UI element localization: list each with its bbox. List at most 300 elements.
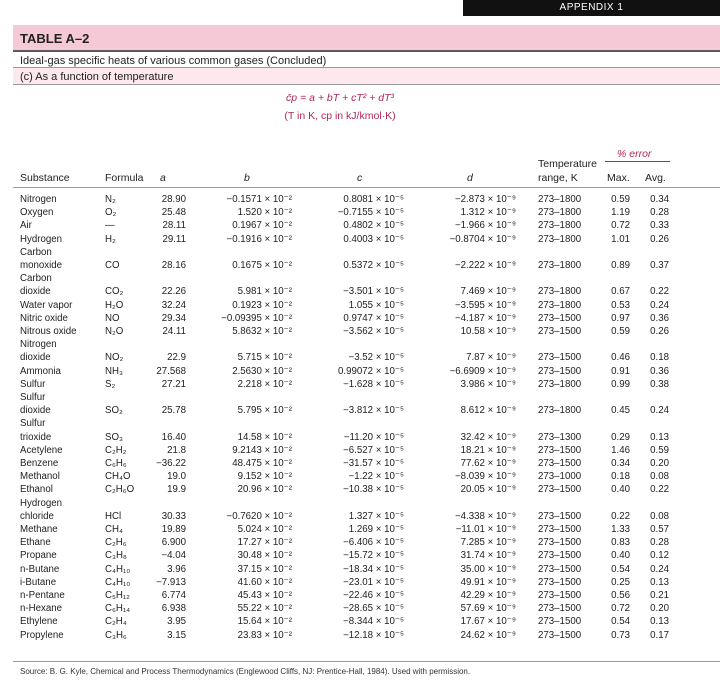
cell-a: 28.16 [161, 260, 186, 271]
table-row [0, 220, 720, 232]
cell-substance: Methanol [20, 471, 60, 483]
cell-max: 0.91 [611, 365, 630, 377]
cell-formula: N₂ [105, 194, 116, 205]
cell-avg: 0.24 [650, 299, 669, 311]
cell-c: −11.20 × 10⁻⁵ [343, 431, 404, 443]
cell-d: 7.285 × 10⁻⁹ [460, 537, 516, 549]
cell-range: 273–1500 [538, 352, 582, 364]
cell-c: −3.812 × 10⁻⁵ [343, 405, 404, 417]
cell-substance: Propylene [20, 629, 64, 641]
cell-max: 0.97 [611, 312, 630, 324]
cell-range: 273–1800 [538, 220, 582, 232]
cell-avg: 0.22 [650, 484, 669, 496]
cell-c: −8.344 × 10⁻⁵ [343, 616, 404, 628]
cell-d: 1.312 × 10⁻⁹ [460, 207, 516, 219]
cell-a: 3.15 [167, 629, 186, 641]
cell-b: −0.7620 × 10⁻² [226, 510, 292, 522]
cell-max: 0.54 [611, 563, 630, 575]
cell-max: 0.53 [611, 299, 630, 311]
cell-substance: dioxide [20, 405, 51, 417]
cell-c: 0.8081 × 10⁻⁵ [343, 194, 404, 205]
table-row [0, 260, 720, 272]
table-row [0, 577, 720, 589]
table-row [0, 326, 720, 338]
cell-formula: CO [105, 260, 120, 271]
section-label: (c) As a function of temperature [20, 71, 174, 83]
cell-avg: 0.21 [650, 590, 669, 601]
cell-max: 1.46 [611, 444, 630, 456]
cell-substance: Hydrogen [20, 233, 63, 245]
cell-b: 30.48 × 10⁻² [237, 550, 292, 562]
cell-b: 23.83 × 10⁻² [237, 629, 292, 641]
cell-range: 273–1800 [538, 299, 582, 311]
table-row [0, 379, 720, 391]
cell-range: 273–1500 [538, 550, 582, 562]
cell-c: −15.72 × 10⁻⁵ [343, 550, 404, 562]
cell-max: 0.89 [611, 260, 630, 271]
cell-substance: dioxide [20, 286, 51, 298]
cell-max: 0.73 [611, 629, 630, 641]
appendix-label: APPENDIX 1 [463, 0, 720, 16]
cell-range: 273–1800 [538, 233, 582, 245]
cell-max: 0.59 [611, 194, 630, 205]
cell-a: 19.0 [167, 471, 186, 483]
cell-max: 0.18 [611, 471, 630, 483]
table-row [0, 234, 720, 246]
cell-max: 0.22 [611, 510, 630, 522]
table-row [0, 273, 720, 285]
cell-formula: — [105, 220, 115, 232]
error-header-rule [605, 161, 670, 162]
cell-b: 5.024 × 10⁻² [237, 524, 292, 535]
cell-d: −11.01 × 10⁻⁹ [455, 524, 516, 535]
table-row [0, 418, 720, 430]
cell-range: 273–1500 [538, 312, 582, 324]
cell-d: −2.222 × 10⁻⁹ [455, 260, 516, 271]
cell-d: −4.338 × 10⁻⁹ [455, 510, 516, 522]
cell-formula: C₂H₄ [105, 616, 127, 628]
cell-max: 0.99 [611, 378, 630, 390]
table-label: TABLE A–2 [20, 31, 90, 46]
cell-max: 0.72 [611, 220, 630, 232]
table-row [0, 590, 720, 602]
cell-formula: C₂H₆ [105, 537, 127, 549]
cell-a: 21.8 [167, 444, 186, 456]
cell-c: −31.57 × 10⁻⁵ [343, 458, 404, 469]
cell-a: 22.26 [161, 286, 186, 298]
table-row [0, 537, 720, 549]
cell-b: 48.475 × 10⁻² [232, 458, 292, 469]
cell-b: 9.2143 × 10⁻² [232, 444, 292, 456]
cell-max: 1.33 [611, 524, 630, 535]
cell-substance: Nitric oxide [20, 312, 68, 324]
cell-c: −23.01 × 10⁻⁵ [343, 576, 404, 588]
c-header: c [357, 172, 363, 184]
cell-a: 27.568 [156, 365, 186, 377]
cell-formula: H₂O [105, 299, 124, 311]
cell-formula: O₂ [105, 207, 117, 219]
cell-range: 273–1800 [538, 194, 582, 205]
cell-max: 1.01 [611, 233, 630, 245]
table-row [0, 445, 720, 457]
cell-b: −0.1916 × 10⁻² [226, 233, 292, 245]
divider [13, 84, 720, 85]
cell-max: 0.25 [611, 576, 630, 588]
cell-substance: Nitrogen [20, 339, 57, 351]
cell-avg: 0.17 [650, 629, 669, 641]
table-row [0, 603, 720, 615]
cell-range: 273–1300 [538, 431, 582, 443]
cell-avg: 0.36 [650, 365, 669, 377]
cell-avg: 0.20 [650, 458, 669, 469]
cell-c: −6.527 × 10⁻⁵ [343, 444, 404, 456]
cell-substance: Sulfur [20, 378, 46, 390]
source-note: Source: B. G. Kyle, Chemical and Process Thermodynamics (Englewood Cliffs, NJ: Prentice-Hall, 1984). Used with permission. [20, 667, 471, 676]
error-header: % error [617, 148, 652, 160]
cell-formula: SO₃ [105, 431, 123, 443]
cell-d: 77.62 × 10⁻⁹ [460, 458, 516, 469]
range-header: range, K [538, 172, 578, 184]
cell-range: 273–1000 [538, 471, 582, 483]
table-subtitle: Ideal-gas specific heats of various common gases (Concluded) [20, 55, 327, 67]
cell-range: 273–1800 [538, 378, 582, 390]
cell-max: 0.34 [611, 458, 630, 469]
cell-avg: 0.13 [650, 616, 669, 628]
cell-formula: H₂ [105, 233, 116, 245]
max-header: Max. [607, 172, 630, 184]
cell-avg: 0.36 [650, 312, 669, 324]
cell-d: 31.74 × 10⁻⁹ [460, 550, 516, 562]
cell-b: −0.09395 × 10⁻² [221, 312, 292, 324]
cell-formula: N₂O [105, 326, 124, 337]
cell-b: 1.520 × 10⁻² [237, 207, 292, 219]
cell-d: 7.87 × 10⁻⁹ [466, 352, 516, 364]
cell-range: 273–1500 [538, 326, 582, 337]
cell-formula: C₃H₆ [105, 629, 127, 641]
cell-d: −8.039 × 10⁻⁹ [455, 471, 516, 483]
cell-c: −6.406 × 10⁻⁵ [343, 537, 404, 549]
cell-a: 29.34 [161, 312, 186, 324]
cell-range: 273–1500 [538, 563, 582, 575]
table-row [0, 458, 720, 470]
cell-c: 0.99072 × 10⁻⁵ [338, 365, 404, 377]
cell-range: 273–1500 [538, 590, 582, 601]
cell-a: 6.900 [161, 537, 186, 549]
divider [13, 661, 720, 662]
cell-avg: 0.22 [650, 286, 669, 298]
cell-d: 49.91 × 10⁻⁹ [460, 576, 516, 588]
substance-header: Substance [20, 172, 70, 184]
cell-c: −22.46 × 10⁻⁵ [343, 590, 404, 601]
cell-b: 5.715 × 10⁻² [237, 352, 292, 364]
cell-substance: Propane [20, 550, 57, 562]
cell-substance: i-Butane [20, 576, 57, 588]
cell-substance: dioxide [20, 352, 51, 364]
cell-avg: 0.24 [650, 563, 669, 575]
cell-b: −0.1571 × 10⁻² [226, 194, 292, 205]
cell-c: −1.628 × 10⁻⁵ [343, 378, 404, 390]
cell-a: 27.21 [161, 378, 186, 390]
table-title-band [13, 25, 720, 52]
cell-avg: 0.28 [650, 537, 669, 549]
cell-formula: C₄H₁₀ [105, 576, 131, 588]
cell-b: 20.96 × 10⁻² [237, 484, 292, 496]
cell-a: 28.90 [161, 194, 186, 205]
cell-b: 15.64 × 10⁻² [237, 616, 292, 628]
cell-avg: 0.13 [650, 576, 669, 588]
cell-a: 6.774 [161, 590, 186, 601]
table-row [0, 313, 720, 325]
cell-formula: CH₄ [105, 524, 123, 535]
cell-max: 0.83 [611, 537, 630, 549]
cell-formula: C₄H₁₀ [105, 563, 131, 575]
table-row [0, 339, 720, 351]
cell-substance: n-Butane [20, 563, 60, 575]
cell-b: 2.218 × 10⁻² [237, 378, 292, 390]
cell-range: 273–1500 [538, 510, 582, 522]
table-row [0, 247, 720, 259]
table-row [0, 498, 720, 510]
cell-substance: Carbon [20, 273, 52, 285]
cell-avg: 0.57 [650, 524, 669, 535]
cell-substance: Water vapor [20, 299, 73, 311]
cell-c: −0.7155 × 10⁻⁵ [337, 207, 404, 219]
cell-d: −1.966 × 10⁻⁹ [455, 220, 516, 232]
cell-substance: Nitrogen [20, 194, 57, 205]
cell-avg: 0.59 [650, 444, 669, 456]
cell-avg: 0.12 [650, 550, 669, 562]
cell-max: 0.46 [611, 352, 630, 364]
cell-substance: Oxygen [20, 207, 54, 219]
cell-formula: HCl [105, 510, 122, 522]
cell-a: 24.11 [162, 326, 186, 337]
cell-substance: Ethane [20, 537, 51, 549]
cell-substance: Air [20, 220, 32, 232]
cell-range: 273–1500 [538, 629, 582, 641]
cell-b: 14.58 × 10⁻² [237, 431, 292, 443]
cell-avg: 0.33 [650, 220, 669, 232]
table-row [0, 630, 720, 642]
a-header: a [160, 172, 166, 184]
avg-header: Avg. [645, 172, 666, 184]
cell-avg: 0.38 [650, 378, 669, 390]
equation-units: (T in K, cp in kJ/kmol·K) [284, 110, 396, 122]
cell-b: 41.60 × 10⁻² [237, 576, 292, 588]
cell-a: 30.33 [161, 510, 186, 522]
cell-formula: C₂H₆O [105, 484, 135, 496]
cell-c: 1.055 × 10⁻⁵ [348, 299, 404, 311]
cell-max: 0.40 [611, 550, 630, 562]
cell-range: 273–1500 [538, 458, 582, 469]
cell-max: 0.29 [611, 431, 630, 443]
table-row [0, 405, 720, 417]
cell-range: 273–1800 [538, 260, 582, 271]
cell-substance: Ethylene [20, 616, 58, 628]
cell-a: 3.95 [167, 616, 186, 628]
cell-substance: Sulfur [20, 418, 46, 430]
cell-avg: 0.08 [650, 510, 669, 522]
cell-b: 0.1923 × 10⁻² [232, 299, 292, 311]
cell-d: −3.595 × 10⁻⁹ [455, 299, 516, 311]
cell-d: 57.69 × 10⁻⁹ [460, 603, 516, 615]
cell-d: −2.873 × 10⁻⁹ [455, 194, 516, 205]
cell-formula: SO₂ [105, 405, 123, 417]
cell-d: 3.986 × 10⁻⁹ [460, 378, 516, 390]
table-row [0, 352, 720, 364]
cell-substance: Sulfur [20, 392, 46, 403]
cell-avg: 0.18 [650, 352, 669, 364]
table-row [0, 564, 720, 576]
table-row [0, 300, 720, 312]
table-row [0, 471, 720, 483]
cell-formula: C₂H₂ [105, 444, 127, 456]
cell-c: 0.5372 × 10⁻⁵ [343, 260, 404, 271]
cell-max: 0.45 [611, 405, 630, 417]
cell-avg: 0.28 [650, 207, 669, 219]
cell-avg: 0.26 [650, 326, 669, 337]
cell-b: 17.27 × 10⁻² [237, 537, 292, 549]
cell-formula: NH₃ [105, 365, 123, 377]
cell-c: −3.562 × 10⁻⁵ [343, 326, 404, 337]
cell-a: 25.78 [161, 405, 186, 417]
cell-substance: Acetylene [20, 444, 63, 456]
cell-b: 2.5630 × 10⁻² [232, 365, 292, 377]
formula-header: Formula [105, 172, 144, 184]
cell-b: 5.795 × 10⁻² [237, 405, 292, 417]
cell-d: −0.8704 × 10⁻⁹ [449, 233, 516, 245]
cell-a: 32.24 [161, 299, 186, 311]
cell-avg: 0.24 [650, 405, 669, 417]
equation-block [260, 92, 420, 122]
cell-b: 0.1675 × 10⁻² [232, 260, 292, 271]
cell-avg: 0.13 [650, 431, 669, 443]
cell-max: 0.67 [611, 286, 630, 298]
cell-d: 18.21 × 10⁻⁹ [460, 444, 516, 456]
cell-a: 19.9 [167, 484, 186, 496]
cell-b: 9.152 × 10⁻² [237, 471, 292, 483]
cell-substance: Nitrous oxide [20, 326, 77, 337]
cell-range: 273–1500 [538, 616, 582, 628]
cell-b: 5.8632 × 10⁻² [232, 326, 292, 337]
table-row [0, 366, 720, 378]
cell-c: 0.4802 × 10⁻⁵ [343, 220, 404, 232]
cell-a: −7.913 [156, 576, 186, 588]
cell-substance: monoxide [20, 260, 63, 271]
cell-range: 273–1500 [538, 603, 582, 615]
cell-max: 0.54 [611, 616, 630, 628]
cell-d: 10.58 × 10⁻⁹ [460, 326, 516, 337]
cell-c: −28.65 × 10⁻⁵ [343, 603, 404, 615]
cell-max: 0.56 [611, 590, 630, 601]
cell-d: −6.6909 × 10⁻⁹ [449, 365, 516, 377]
cell-range: 273–1800 [538, 286, 582, 298]
equation: c̄p = a + bT + cT² + dT³ [286, 92, 394, 104]
cell-a: −4.04 [161, 550, 186, 562]
cell-b: 37.15 × 10⁻² [237, 563, 292, 575]
temperature-header: Temperature [538, 158, 597, 170]
cell-range: 273–1500 [538, 524, 582, 535]
cell-d: 24.62 × 10⁻⁹ [460, 629, 516, 641]
table-row [0, 550, 720, 562]
cell-range: 273–1500 [538, 484, 582, 496]
cell-b: 5.981 × 10⁻² [237, 286, 292, 298]
cell-substance: Methane [20, 524, 58, 535]
table-row [0, 194, 720, 206]
d-header: d [467, 172, 473, 184]
cell-c: −12.18 × 10⁻⁵ [343, 629, 404, 641]
cell-max: 0.40 [611, 484, 630, 496]
cell-max: 1.19 [611, 207, 630, 219]
cell-a: 22.9 [167, 352, 186, 364]
cell-avg: 0.20 [650, 603, 669, 615]
table-row [0, 524, 720, 536]
cell-formula: C₃H₈ [105, 550, 127, 562]
cell-a: 6.938 [161, 603, 186, 615]
cell-range: 273–1500 [538, 365, 582, 377]
cell-formula: C₅H₁₂ [105, 590, 130, 601]
cell-avg: 0.37 [650, 260, 669, 271]
table-row [0, 484, 720, 496]
cell-a: 16.40 [161, 431, 186, 443]
cell-substance: n-Pentane [20, 590, 65, 601]
cell-formula: C₆H₁₄ [105, 603, 131, 615]
cell-a: −36.22 [156, 458, 186, 469]
cell-max: 0.72 [611, 603, 630, 615]
table-row [0, 207, 720, 219]
table-row [0, 511, 720, 523]
cell-formula: C₆H₆ [105, 458, 127, 469]
cell-range: 273–1500 [538, 537, 582, 549]
cell-c: 0.9747 × 10⁻⁵ [343, 312, 404, 324]
table-row [0, 432, 720, 444]
cell-formula: CO₂ [105, 286, 124, 298]
cell-d: 42.29 × 10⁻⁹ [460, 590, 516, 601]
cell-avg: 0.08 [650, 471, 669, 483]
cell-b: 0.1967 × 10⁻² [232, 220, 292, 232]
cell-avg: 0.26 [650, 233, 669, 245]
b-header: b [244, 172, 250, 184]
cell-d: 8.612 × 10⁻⁹ [460, 405, 516, 417]
cell-substance: chloride [20, 510, 54, 522]
cell-a: 29.11 [162, 233, 186, 245]
cell-formula: NO₂ [105, 352, 124, 364]
cell-range: 273–1800 [538, 405, 582, 417]
cell-substance: Benzene [20, 458, 59, 469]
cell-max: 0.59 [611, 326, 630, 337]
cell-a: 3.96 [167, 563, 186, 575]
cell-c: −10.38 × 10⁻⁵ [343, 484, 404, 496]
cell-substance: n-Hexane [20, 603, 63, 615]
cell-c: −18.34 × 10⁻⁵ [343, 563, 404, 575]
cell-c: 1.269 × 10⁻⁵ [348, 524, 404, 535]
cell-range: 273–1500 [538, 444, 582, 456]
cell-substance: Hydrogen [20, 497, 63, 509]
table-row [0, 286, 720, 298]
cell-a: 28.11 [162, 220, 186, 232]
cell-substance: Ethanol [20, 484, 53, 496]
table-row [0, 392, 720, 404]
cell-b: 45.43 × 10⁻² [237, 590, 292, 601]
header-rule [13, 187, 720, 188]
cell-range: 273–1800 [538, 207, 582, 219]
cell-d: −4.187 × 10⁻⁹ [455, 312, 516, 324]
cell-range: 273–1500 [538, 576, 582, 588]
cell-c: −3.52 × 10⁻⁵ [348, 352, 404, 364]
cell-formula: S₂ [105, 378, 116, 390]
cell-c: −1.22 × 10⁻⁵ [348, 471, 404, 483]
cell-a: 25.48 [161, 207, 186, 219]
table-row [0, 616, 720, 628]
